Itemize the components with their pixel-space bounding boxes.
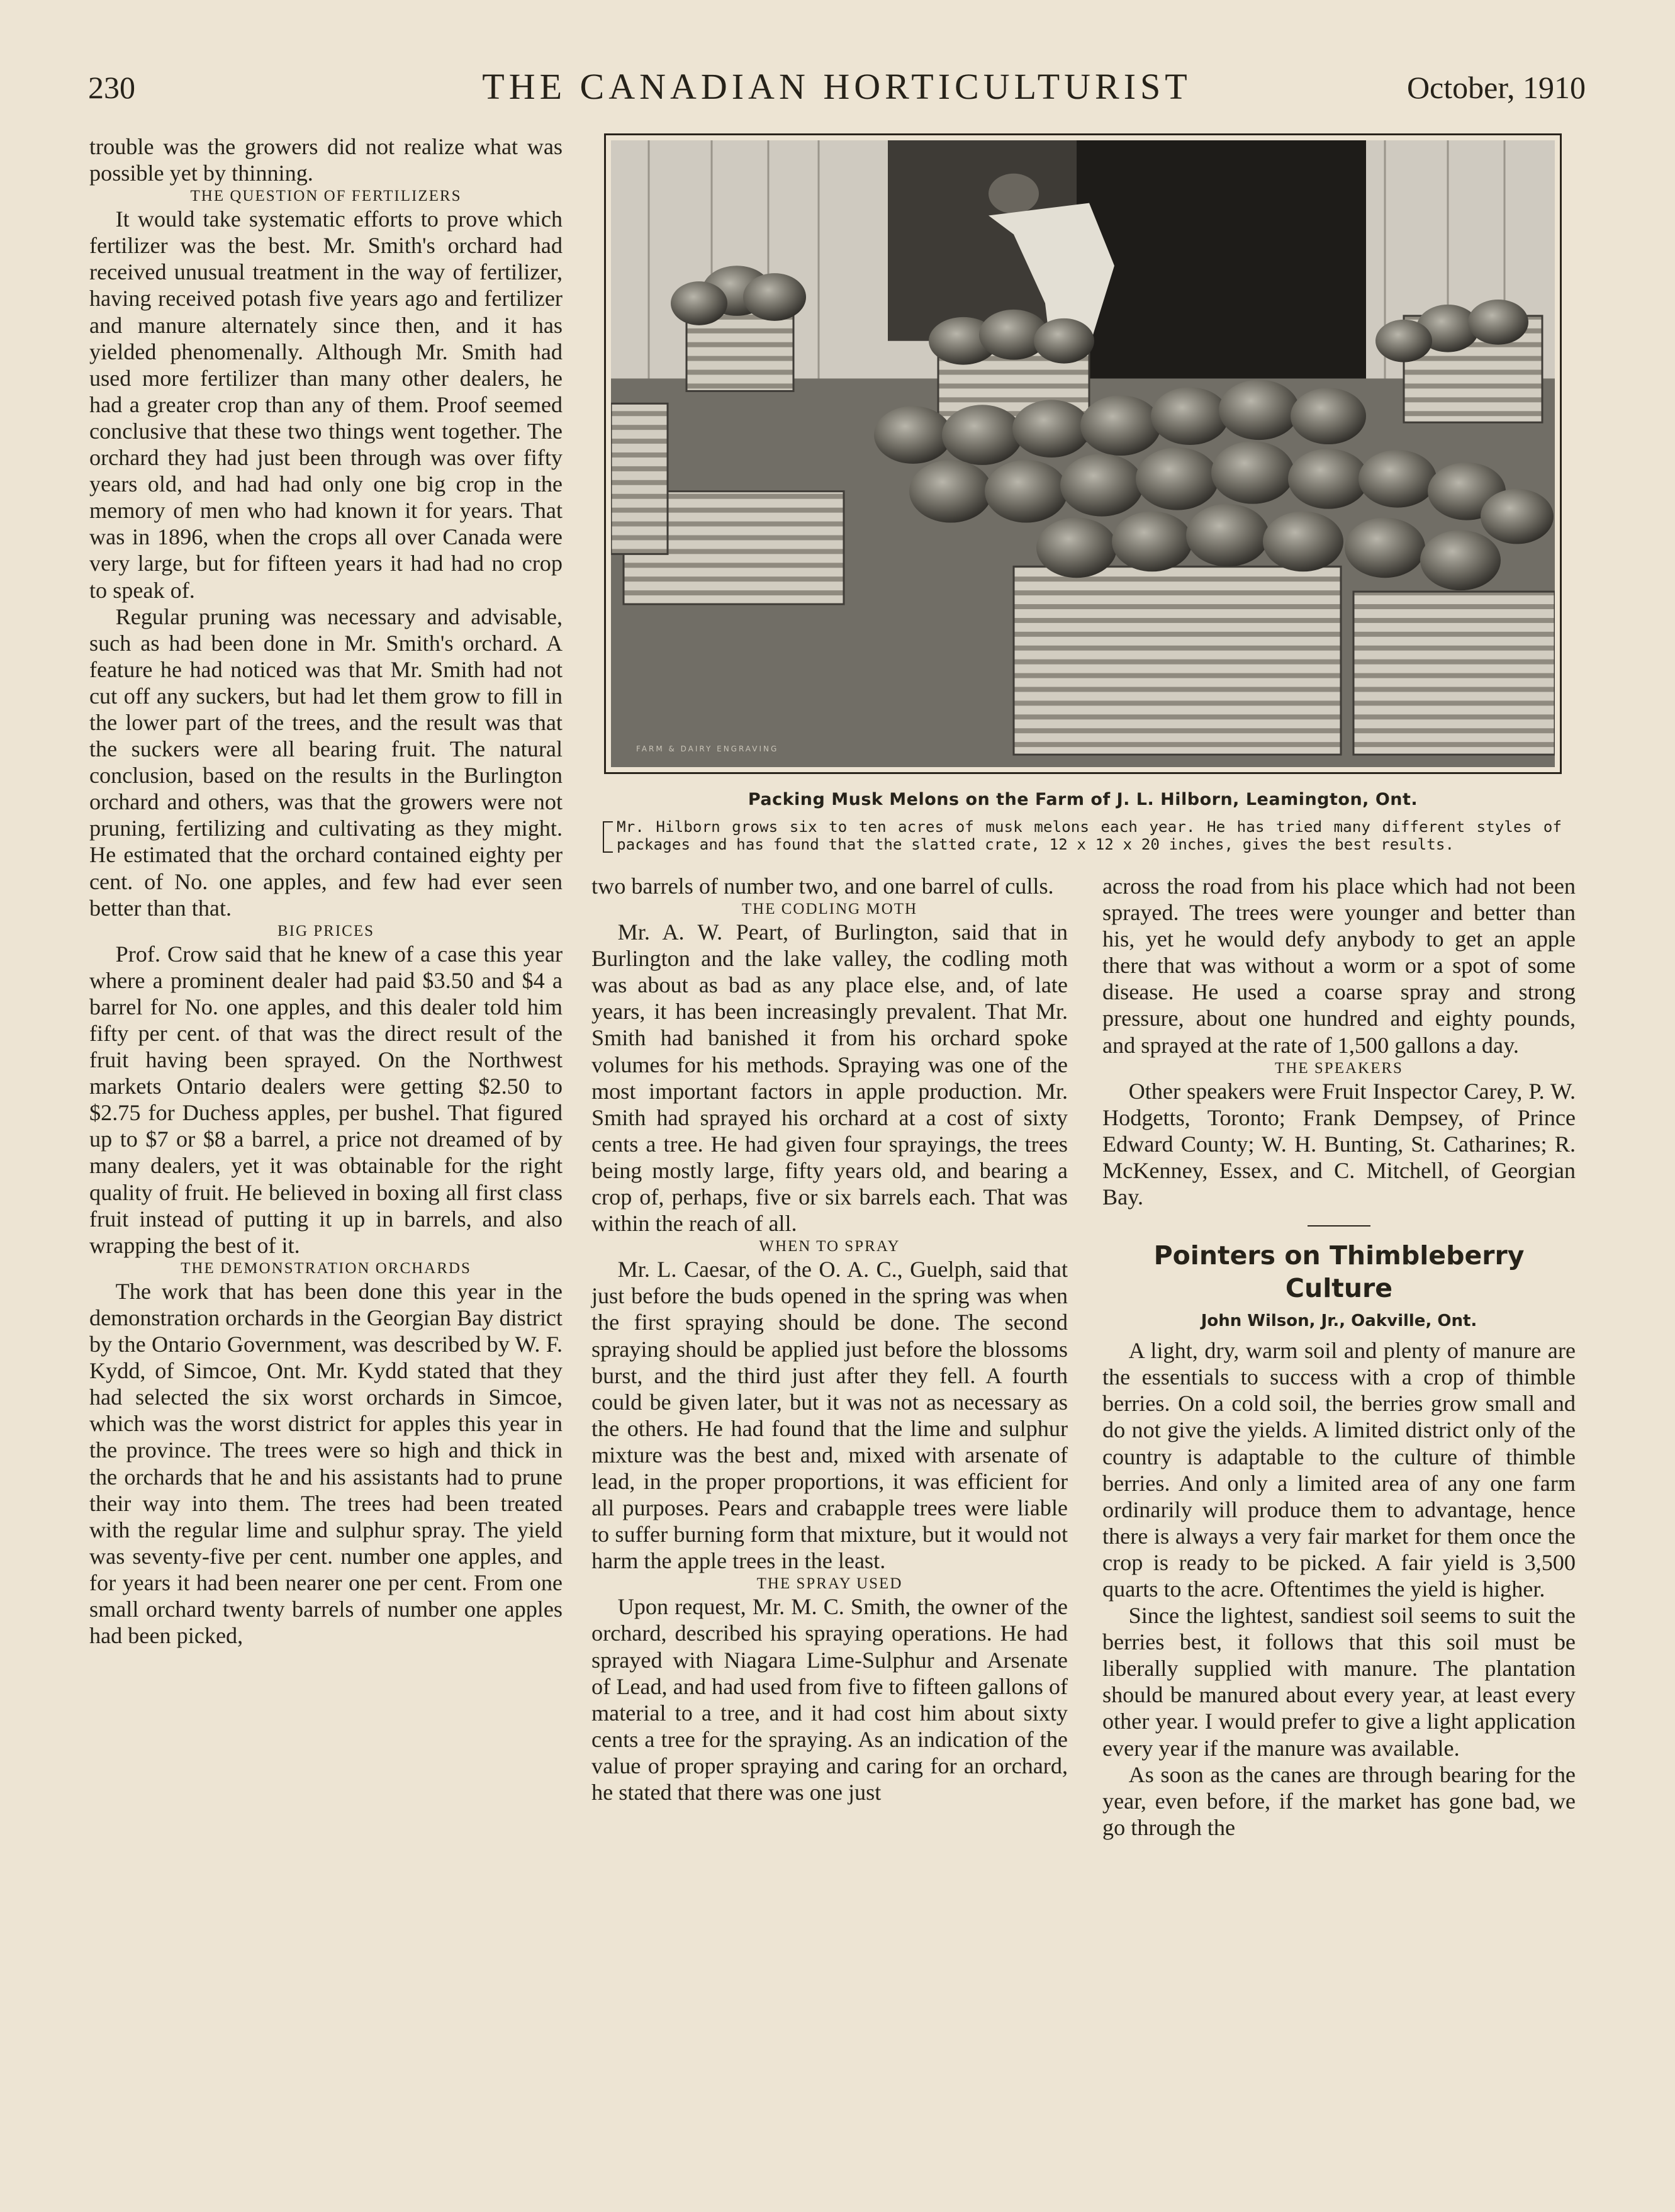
paragraph: trouble was the growers did not realize what was possible yet by thinning. (89, 134, 563, 186)
paragraph: across the road from his place which had not been sprayed. The trees were younger and better than his, yet he would defy anybody to get an apple there that was without a worm or a spot of some disease. He used a coarse spray and strong pressure, about one hundred and eighty pounds, and sprayed at the rate of 1,500 gallons a day. (1102, 873, 1576, 1058)
page-number: 230 (88, 70, 135, 105)
section-heading-demonstration-orchards: THE DEMONSTRATION ORCHARDS (181, 1259, 471, 1277)
paragraph: The work that has been done this year in the demonstration orchards in the Georgian Bay district by the Ontario Government, was described by W. F. Kydd, of Simcoe, Ont. Mr. Kydd stated that they had selected the six worst orchards in Simcoe, which was the worst district for apples this year in the province. The trees were so high and thick in the orchards that he and his assistants had to prune their way into them. The trees had been treated with the regular lime and sulphur spray. The yield was seventy-five per cent. number one apples, and for years it had been nearer one per cent. From one small orchard twenty barrels of number one apples had been picked, (89, 1278, 563, 1649)
halftone-photo (611, 140, 1555, 767)
paragraph: Upon request, Mr. M. C. Smith, the owner of the orchard, described his spraying operations. He had sprayed with Niagara Lime-Sulphur and Arsenate of Lead, and had used from five to fifteen gallons of material to a tree, and it had cost him about sixty cents a tree for the spraying. As an indication of the value of proper spraying and caring for an orchard, he stated that there was one just (591, 1594, 1068, 1805)
section-heading-big-prices: BIG PRICES (277, 922, 375, 940)
paragraph: Mr. A. W. Peart, of Burlington, said that in Burlington and the lake valley, the codling moth was about as bad as any place else, and, of late years, it has been increasingly prevalent. That Mr. Smith had banished it from his orchard spoke volumes for his methods. Spraying was one of the most important factors in apple production. Mr. Smith had sprayed his orchard at a cost of sixty cents a tree. He had given four sprayings, the trees being mostly large, fifty years old, and bearing a crop of, perhaps, five or six barrels each. That was within the reach of all. (591, 919, 1068, 1237)
paragraph: Since the lightest, sandiest soil seems to suit the berries best, it follows that this soil must be liberally supplied with manure. The plantation should be manured about every year, at least every other year. I would prefer to give a light application every year if the manure was available. (1102, 1603, 1576, 1761)
photo-caption-title: Packing Musk Melons on the Farm of J. L. Hilborn, Leamington, Ont. (748, 790, 1418, 809)
photo-musk-melons (604, 133, 1562, 774)
column-left (89, 133, 563, 1649)
paragraph: Mr. L. Caesar, of the O. A. C., Guelph, said that just before the buds opened in the spring was when the first spraying should be done. The second spraying should be applied just before the blossoms burst, and the third just after they fell. A fourth could be given later, but it was not as necessary as the others. He had found that the lime and sulphur mixture was the best and, mixed with arsenate of lead, in the proper proportions, it was efficient for all purposes. Pears and crabapple trees were liable to suffer burning form that mixture, but it would not harm the apple trees in the least. (591, 1257, 1068, 1574)
magazine-title: THE CANADIAN HORTICULTURIST (482, 66, 1192, 107)
photo-caption (603, 818, 1562, 853)
section-heading-when-to-spray: WHEN TO SPRAY (759, 1238, 900, 1255)
paragraph: It would take systematic efforts to prove which fertilizer was the best. Mr. Smith's orchard had received unusual treatment in the way of fertilizer, having received potash five years ago and fertilizer and manure alternately since then, and it has yielded phenomenally. Although Mr. Smith had used more fertilizer than many other dealers, he had a greater crop than any of them. Proof seemed conclusive that these two things went together. The orchard they had just been through was over fifty years old, and had had only one big crop in the memory of men who had known it for years. That was in 1896, when the crops all over Canada were very large, but for fifteen years it had had no crop to speak of. (89, 206, 563, 603)
column-right (1102, 873, 1576, 1841)
article-title: Pointers on Thimbleberry Culture (1153, 1240, 1525, 1304)
photo-credit: FARM & DAIRY ENGRAVING (636, 744, 779, 754)
section-heading-codling-moth: THE CODLING MOTH (741, 901, 918, 918)
issue-date: October, 1910 (1406, 70, 1586, 105)
article-divider (1308, 1225, 1370, 1227)
section-heading-fertilizers: THE QUESTION OF FERTILIZERS (190, 188, 462, 205)
paragraph: two barrels of number two, and one barrel of culls. (591, 873, 1054, 899)
paragraph: As soon as the canes are through bearing for the year, even before, if the market has gone bad, we go through the (1102, 1761, 1576, 1840)
paragraph: Regular pruning was necessary and advisable, such as had been done in Mr. Smith's orchard. A feature he had noticed was that Mr. Smith had not cut off any suckers, but had let them grow to fill in the lower part of the trees, and the result was that the suckers were all bearing fruit. The natural conclusion, based on the results in the Burlington orchard and others, was that the growers were not pruning, fertilizing and cultivating as they might. He estimated that the orchard contained eighty per cent. of No. one apples, and few had ever seen better than that. (89, 604, 563, 921)
paragraph: Other speakers were Fruit Inspector Carey, P. W. Hodgetts, Toronto; Frank Dempsey, of Prince Edward County; W. H. Bunting, St. Catharines; R. McKenney, Essex, and C. Mitchell, of Georgian Bay. (1102, 1078, 1576, 1210)
section-heading-speakers: THE SPEAKERS (1275, 1059, 1403, 1077)
paragraph: Prof. Crow said that he knew of a case this year where a prominent dealer had paid $3.50 and $4 a barrel for No. one apples, and this dealer told him fifty per cent. of that was the direct result of the fruit having been sprayed. On the Northwest markets Ontario dealers were getting $2.50 to $2.75 for Duchess apples, per bushel. That figured up to $7 or $8 a barrel, a price not dreamed of by many dealers, yet it was obtainable for the right quality of fruit. He believed in boxing all first class fruit instead of putting it up in barrels, and also wrapping the best of it. (89, 941, 563, 1258)
section-heading-spray-used: THE SPRAY USED (756, 1575, 903, 1593)
caption-bracket-ornament (603, 821, 613, 853)
column-middle (591, 873, 1068, 1805)
photo-caption-text: Mr. Hilborn grows six to ten acres of musk melons each year. He has tried many different styles of packages and has found that the slatted crate, 12 x 12 x 20 inches, gives the best results. (617, 817, 1562, 853)
article-byline: John Wilson, Jr., Oakville, Ont. (1201, 1311, 1477, 1331)
paragraph: A light, dry, warm soil and plenty of manure are the essentials to success with a crop of thimble berries. On a cold soil, the berries grow small and do not give the yields. A limited district only of the country is adaptable to the culture of thimble berries. And only a limited area of any one farm ordinarily will produce them to advantage, hence there is always a very fair market for them once the crop is ready to be picked. A fair yield is 3,500 quarts to the acre. Oftentimes the yield is higher. (1102, 1338, 1576, 1602)
page-header (88, 66, 1586, 113)
